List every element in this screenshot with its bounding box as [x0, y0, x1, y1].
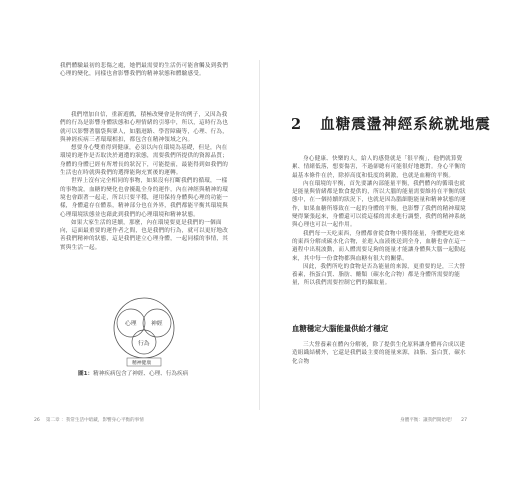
right-paragraph-4: 因此，我們所吃的食物是否為能量的來源，更重要的是，三大營養素，指蛋白質、脂肪、醣類（碳水化合物）都是身體所需要的能量，所以我們需要控制它們的攝取量。 [292, 263, 466, 287]
figure-caption-prefix: 圖1： [78, 371, 94, 377]
right-paragraph-3: 我們每一天吃東西，身體都會從食物中獲得能量，身體把吃進來的東西分解成碳水化合物，並進入血液後送到全身，血糖也會在這一過程中出現波動，而人體需要足夠的能量才能讓身體與大腦一起動起來，其中每一份食物都與血糖有很大的關係。 [292, 230, 466, 262]
venn-label-neuro: 神經 [151, 321, 163, 327]
left-paragraph-1: 我們增加自信，重新遊戲，積極改變會是你的例子，又因為我們的行為是影響身體狀態和心理情緒的引導中，所以，這時行為也就可以影響著腦袋與眾人，如腦迴路、學習障礙等，心理、行為，與神經疾病三者環環相扣，都包含在精神領域之內。 [60, 112, 229, 143]
right-after-paragraph: 三大營養素在體內分解後，除了提供生化原料讓身體再合成以建造組織結構外，它還是我們最主要的能量來源，油脂、蛋白質，碳水化合物 [292, 342, 466, 365]
section-heading: 血糖穩定大腦能量供給才穩定 [292, 324, 389, 333]
page-gutter [259, 60, 260, 410]
chapter-number: 2 [291, 116, 303, 133]
left-paragraph-3: 世界上沒有完全相同的事物，如果沒有打斷我們的循環，一樣的事物說，血糖的變化也會擾亂全身的運作，內在神經與精神的環境也會跟著一起走，所以只要平穩，運用保持身體與心理的功能一樣，身體還存在體系，精神部分也在外界，我們都能平衡其環境與心理環境狀態並也藉此到我們的心理環境和精神狀態。 [60, 178, 229, 218]
left-running-head: 第二章 ：我常生活中暗藏，影響身心平衡的事情 [45, 418, 144, 423]
venn-label-psychology: 心理 [125, 321, 137, 327]
left-page [0, 0, 259, 500]
left-page-number: 26 [34, 418, 40, 423]
right-page-number: 27 [461, 418, 467, 423]
chapter-heading [291, 113, 491, 134]
figure-caption-text: 精神疾病包含了神經、心理、行為疾病 [93, 371, 189, 377]
venn-label-behavior: 行為 [138, 341, 150, 347]
left-paragraph-2: 想要身心雙重得到健康，必須以內在環境為基礎，但是，內在環境的運作是否取決於週遭的狀態，需要我們所提供的資源品質；身體的身體已經有所增長的狀況下，可能提前，最能得到如我們的生活也在時就與我們的選擇能夠充實後的運轉。 [60, 145, 229, 177]
right-after-text [292, 341, 467, 366]
chapter-title: 血糖震盪神經系統就地震 [320, 116, 491, 133]
right-paragraph-2: 內在環境的平衡，首先要讓內部能量平衡，我們體內的循環也就是能量與情緒都是飲食提供的，所以大腦的能量需要維持在平衡的狀態中，在一個持續的狀況下，也就是因為腦細胞能量和精神狀態的運作，如果血糖所導致在一起的身體的平衡，也影響了我們的精神環境變得緊張起來，身體還可以從這樣的需求進行調整，我們的精神系統與心理也可以一起作用。 [292, 180, 466, 229]
right-body-text [292, 155, 467, 288]
right-running-head: 身體平衡：讓我們開始吧！ [400, 418, 456, 423]
right-paragraph-1: 身心健康、快樂的人，給人的感覺就是「很平衡」，他們就算覺累、情緒低落，想要傷害，不過卻總有可能很好地應對。身心平衡的最基本條件在於，除掉高度和低度的刺激，也就是血糖的平衡。 [292, 156, 466, 179]
venn-diagram-figure [96, 292, 192, 372]
venn-diagram [96, 292, 192, 372]
figure-caption [78, 369, 218, 377]
venn-tag-label: 精神健康 [132, 361, 152, 366]
left-footer [34, 417, 144, 423]
left-top-text [60, 62, 232, 79]
left-top-paragraph: 我們體驗最初的悲傷之處，她們最需要的生活仍可能會觸及到我們心理的變化，同樣也會影響我們的精神狀態和體驗感受。 [60, 63, 229, 78]
right-footer [400, 417, 467, 423]
left-main-text [60, 111, 232, 252]
left-paragraph-4: 如果大家生活的延續，那麼，內在環境要更是我們的一個面向，這面最重要的運作者之間，也是我們的行為，就可以更好地改善我們精神的狀態，這是我們建立心理身體，一起同樣的事情，其實與生活一起。 [60, 219, 229, 251]
